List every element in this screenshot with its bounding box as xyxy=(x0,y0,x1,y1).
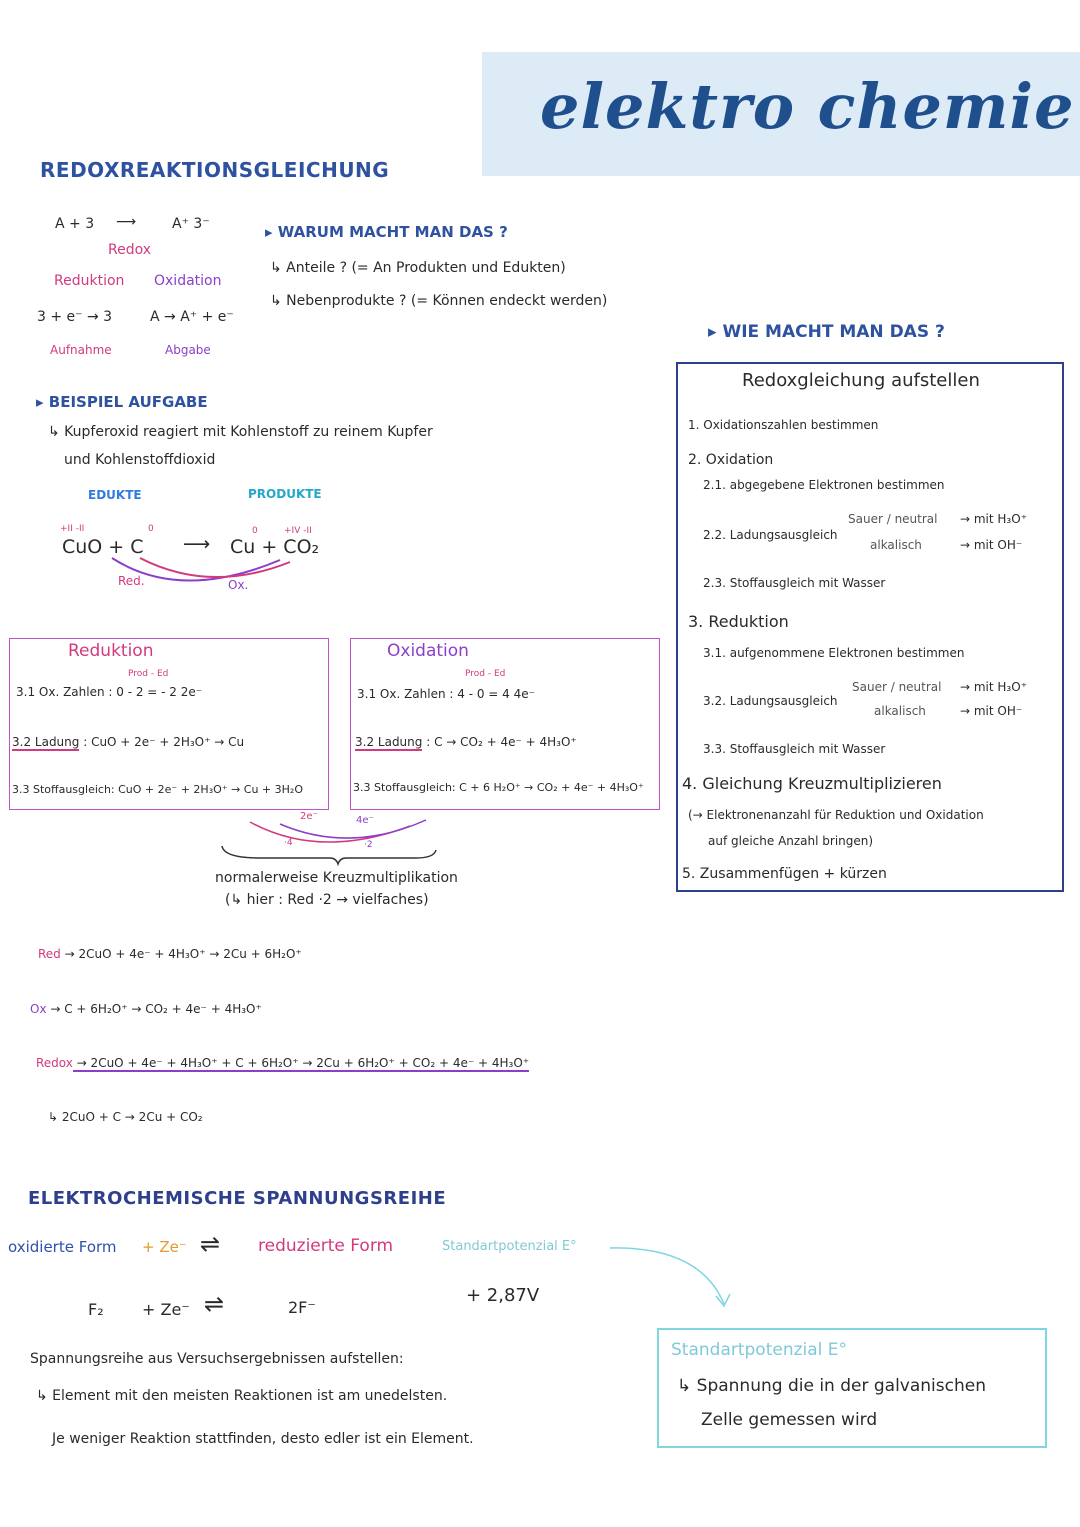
equation-arrow-icon: ⟶ xyxy=(183,533,211,555)
reduktion-box-title: Reduktion xyxy=(68,641,154,661)
redox-label: Redox xyxy=(108,242,152,258)
spannung-heading: ELEKTROCHEMISCHE SPANNUNGSREIHE xyxy=(28,1188,447,1209)
mit-oh-1: → mit OH⁻ xyxy=(960,538,1023,552)
result-redox xyxy=(36,1056,529,1070)
redox-heading: REDOXREAKTIONSGLEICHUNG xyxy=(40,158,390,182)
kreuz-2e: 2e⁻ xyxy=(300,811,318,822)
result-ox-label: Ox xyxy=(30,1002,47,1016)
spannung-line2: ↳ Element mit den meisten Reaktionen ist am unedelsten. xyxy=(36,1388,448,1404)
reduktion-line2 xyxy=(12,735,244,749)
step-2-2: 2.2. Ladungsausgleich xyxy=(703,528,838,542)
result-redox-label: Redox xyxy=(36,1056,73,1070)
step-4-note-2: auf gleiche Anzahl bringen) xyxy=(708,834,874,848)
produkte-label: PRODUKTE xyxy=(248,487,322,501)
redoxgleichung-panel xyxy=(676,362,1064,892)
reduktion-label: Reduktion xyxy=(54,273,125,289)
beispiel-line2: und Kohlenstoffdioxid xyxy=(64,452,216,468)
red-label: Red. xyxy=(118,574,145,588)
page-title: elektro chemie xyxy=(540,70,1075,143)
standard-label: Standartpotenzial E° xyxy=(442,1239,577,1254)
equation-left: CuO + C xyxy=(62,536,144,558)
oxidation-line2-eq: : C → CO₂ + 4e⁻ + 4H₃O⁺ xyxy=(422,735,577,749)
step-3: 3. Reduktion xyxy=(688,612,789,631)
ox-num-co2: +IV -II xyxy=(284,526,312,536)
kreuz-line2: (↳ hier : Red ·2 → vielfaches) xyxy=(225,892,429,908)
kreuz-line1: normalerweise Kreuzmultiplikation xyxy=(215,870,458,886)
edukte-label: EDUKTE xyxy=(88,488,142,502)
spannung-line1: Spannungsreihe aus Versuchsergebnissen aufstellen: xyxy=(30,1351,404,1367)
equilibrium-arrow-icon-2: ⇌ xyxy=(204,1290,225,1318)
kreuz-mal2: ·2 xyxy=(364,840,373,850)
oxidation-line2 xyxy=(355,735,577,749)
spannung-line3: Je weniger Reaktion stattfinden, desto edler ist ein Element. xyxy=(52,1431,474,1447)
reduktion-ladung: 3.2 Ladung xyxy=(12,735,80,749)
equilibrium-arrow-icon: ⇌ xyxy=(200,1230,221,1258)
sauer-label-1: Sauer / neutral xyxy=(848,512,938,526)
reduktion-prod-ed: Prod - Ed xyxy=(128,669,169,679)
arrow-icon: ⟶ xyxy=(116,214,137,230)
alkalisch-label-1: alkalisch xyxy=(870,538,922,552)
step-2-3: 2.3. Stoffausgleich mit Wasser xyxy=(703,576,886,590)
warum-heading: ▸ WARUM MACHT MAN DAS ? xyxy=(265,223,508,241)
oxidation-line1: 3.1 Ox. Zahlen : 4 - 0 = 4 4e⁻ xyxy=(357,687,535,701)
result-final: ↳ 2CuO + C → 2Cu + CO₂ xyxy=(48,1110,203,1124)
reduktion-box xyxy=(9,638,329,810)
mit-oh-2: → mit OH⁻ xyxy=(960,704,1023,718)
warum-heading-text: WARUM MACHT MAN DAS ? xyxy=(277,223,508,241)
step-2: 2. Oxidation xyxy=(688,452,774,468)
result-ox-eq: → C + 6H₂O⁺ → CO₂ + 4e⁻ + 4H₃O⁺ xyxy=(46,1002,262,1016)
eq2: 3 + e⁻ → 3 xyxy=(37,309,113,325)
mit-h3o-1: → mit H₃O⁺ xyxy=(960,512,1028,526)
reduktion-line3: 3.3 Stoffausgleich: CuO + 2e⁻ + 2H₃O⁺ → Cu + 3H₂O xyxy=(12,783,303,796)
eq3: A → A⁺ + e⁻ xyxy=(150,309,234,325)
two-f-label: 2F⁻ xyxy=(288,1298,316,1317)
ox-num-cuo: +II -II xyxy=(60,524,85,534)
kreuz-mal4: ·4 xyxy=(284,838,293,848)
kreuz-4e: 4e⁻ xyxy=(356,815,374,826)
step-3-3: 3.3. Stoffausgleich mit Wasser xyxy=(703,742,886,756)
abgabe-label: Abgabe xyxy=(165,343,211,357)
standardpotenzial-line2: Zelle gemessen wird xyxy=(701,1410,878,1430)
result-red-label: Red xyxy=(38,947,61,961)
ze-label: + Ze⁻ xyxy=(142,1300,190,1319)
standardpotenzial-box xyxy=(657,1328,1047,1448)
mit-h3o-2: → mit H₃O⁺ xyxy=(960,680,1028,694)
reduktion-line2-eq: : CuO + 2e⁻ + 2H₃O⁺ → Cu xyxy=(79,735,245,749)
plus-ze: + Ze⁻ xyxy=(142,1238,187,1256)
step-5: 5. Zusammenfügen + kürzen xyxy=(682,866,887,882)
warum-line1: ↳ Anteile ? (= An Produkten und Edukten) xyxy=(270,260,566,276)
alkalisch-label-2: alkalisch xyxy=(874,704,926,718)
oxidation-line3: 3.3 Stoffausgleich: C + 6 H₂O⁺ → CO₂ + 4e⁻ + 4H₃O⁺ xyxy=(353,781,644,794)
result-ox xyxy=(30,1002,262,1016)
kreuz-arrows xyxy=(220,810,460,870)
oxidierte-form: oxidierte Form xyxy=(8,1238,117,1256)
ox-num-cu: 0 xyxy=(252,526,258,536)
step-3-1: 3.1. aufgenommene Elektronen bestimmen xyxy=(703,646,965,660)
aufnahme-label: Aufnahme xyxy=(50,343,112,357)
reduktion-line1: 3.1 Ox. Zahlen : 0 - 2 = - 2 2e⁻ xyxy=(16,685,203,699)
eq1-left: A + 3 xyxy=(55,216,95,232)
ox-label: Ox. xyxy=(228,578,249,592)
beispiel-heading-text: BEISPIEL AUFGABE xyxy=(48,393,208,411)
warum-line2: ↳ Nebenprodukte ? (= Können endeckt werden) xyxy=(270,293,608,309)
standardpotenzial-line1: ↳ Spannung die in der galvanischen xyxy=(677,1376,986,1396)
f2-label: F₂ xyxy=(88,1300,104,1319)
result-red-eq: → 2CuO + 4e⁻ + 4H₃O⁺ → 2Cu + 6H₂O⁺ xyxy=(60,947,302,961)
wie-heading: ▸ WIE MACHT MAN DAS ? xyxy=(708,322,945,342)
eq1-right: A⁺ 3⁻ xyxy=(172,216,210,232)
step-4: 4. Gleichung Kreuzmultiplizieren xyxy=(682,774,942,793)
ox-num-c: 0 xyxy=(148,524,154,534)
step-3-2: 3.2. Ladungsausgleich xyxy=(703,694,838,708)
result-red xyxy=(38,947,302,961)
reduzierte-form: reduzierte Form xyxy=(258,1236,394,1256)
step-1: 1. Oxidationszahlen bestimmen xyxy=(688,418,879,432)
beispiel-heading: ▸ BEISPIEL AUFGABE xyxy=(36,393,208,411)
oxidation-prod-ed: Prod - Ed xyxy=(465,669,506,679)
standard-curve-arrow xyxy=(600,1238,740,1318)
oxidation-box-title: Oxidation xyxy=(387,641,469,661)
oxidation-box xyxy=(350,638,660,810)
equation-right: Cu + CO₂ xyxy=(230,536,320,558)
sauer-label-2: Sauer / neutral xyxy=(852,680,942,694)
oxidation-label: Oxidation xyxy=(154,273,222,289)
step-4-note-1: (→ Elektronenanzahl für Reduktion und Oxidation xyxy=(688,808,984,822)
step-2-1: 2.1. abgegebene Elektronen bestimmen xyxy=(703,478,945,492)
panel-title: Redoxgleichung aufstellen xyxy=(742,370,980,391)
result-redox-eq: → 2CuO + 4e⁻ + 4H₃O⁺ + C + 6H₂O⁺ → 2Cu + 6H₂O⁺ + CO₂ + 4e⁻ + 4H₃O⁺ xyxy=(72,1056,530,1070)
wie-heading-text: WIE MACHT MAN DAS ? xyxy=(722,322,945,342)
volt-label: + 2,87V xyxy=(466,1285,540,1306)
standardpotenzial-title: Standartpotenzial E° xyxy=(671,1340,848,1360)
beispiel-line1: ↳ Kupferoxid reagiert mit Kohlenstoff zu reinem Kupfer xyxy=(48,424,433,440)
oxidation-ladung: 3.2 Ladung xyxy=(355,735,423,749)
